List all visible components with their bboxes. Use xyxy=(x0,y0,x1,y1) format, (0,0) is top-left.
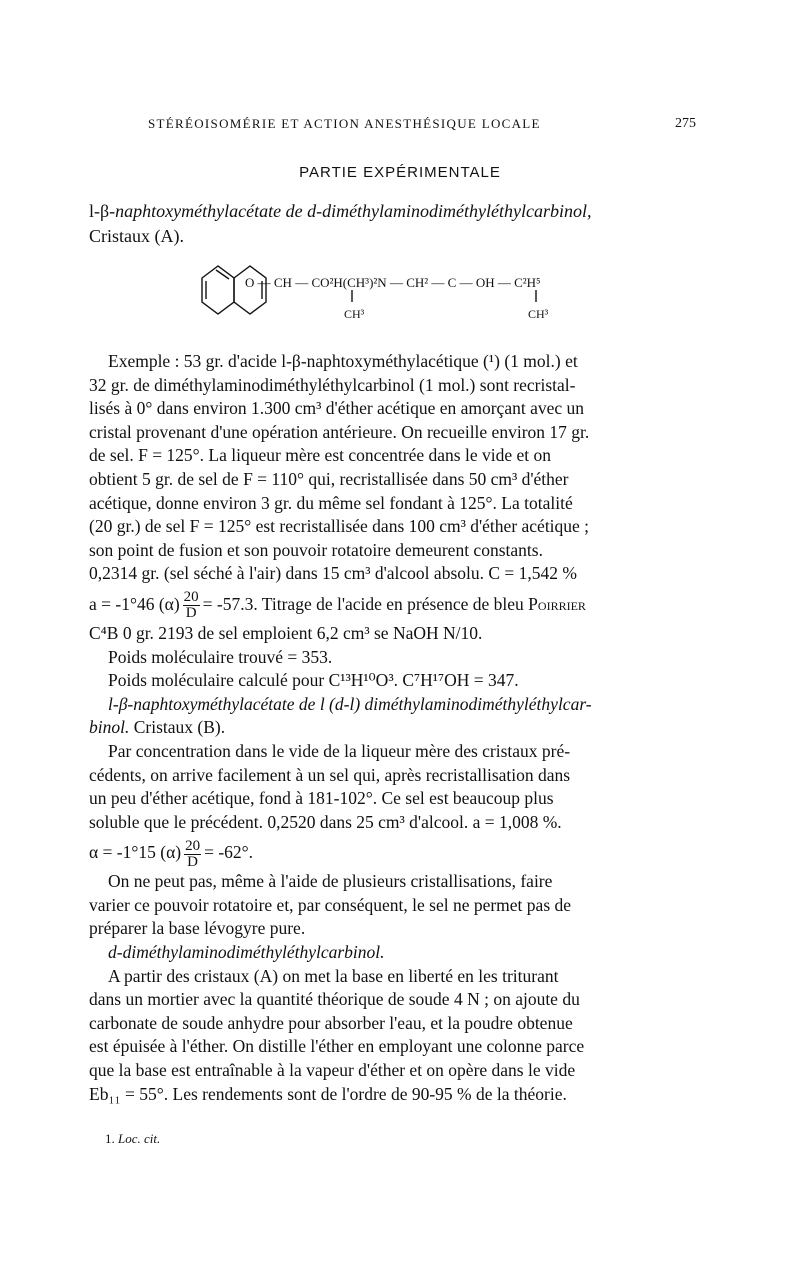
running-head xyxy=(0,116,800,136)
formula-methyl-right: CH³ xyxy=(528,307,549,321)
compound-a-crystals-label: Cristaux (A). xyxy=(89,226,184,246)
paragraph-line: son point de fusion et son pouvoir rotatoire demeurent constants. xyxy=(89,539,543,560)
specific-rotation-fraction xyxy=(183,590,200,621)
section-heading: PARTIE EXPÉRIMENTALE xyxy=(299,164,501,181)
paragraph-line: 0,2314 gr. (sel séché à l'air) dans 15 cm³ d'alcool absolu. C = 1,542 % xyxy=(89,563,577,584)
compound-b-title-end: binol. xyxy=(89,717,130,738)
paragraph-line: acétique, donne environ 3 gr. du même sel fondant à 125°. La totalité xyxy=(89,492,573,513)
paragraph-line: 32 gr. de diméthylaminodiméthyléthylcarbinol (1 mol.) sont recristal- xyxy=(89,374,576,395)
page-number: 275 xyxy=(675,116,696,131)
rotation-line xyxy=(89,586,709,622)
paragraph-line: obtient 5 gr. de sel de F = 110° qui, recristallisée dans 50 cm³ d'éther xyxy=(89,468,569,489)
rotation-result: = -62°. xyxy=(204,842,254,863)
paragraph-line: varier ce pouvoir rotatoire et, par conséquent, le sel ne permet pas de xyxy=(89,894,572,915)
compound-a-title-lead: l-β- xyxy=(89,201,116,221)
rotation-line xyxy=(89,834,709,870)
paragraph-line: soluble que le précédent. 0,2520 dans 25 cm³ d'alcool. a = 1,008 %. xyxy=(89,811,562,832)
paragraph-line: Par concentration dans le vide de la liqueur mère des cristaux pré- xyxy=(108,740,571,761)
footnote-text: Loc. cit. xyxy=(118,1131,161,1146)
rotation-value: a = -1°46 (α) xyxy=(89,593,180,614)
paragraph-line: est épuisée à l'éther. On distille l'éther en employant une colonne parce xyxy=(89,1036,585,1057)
footnote xyxy=(105,1131,160,1147)
paragraph-line: C⁴B 0 gr. 2193 de sel emploient 6,2 cm³ se NaOH N/10. xyxy=(89,622,483,643)
structural-formula xyxy=(182,258,682,358)
compound-a-title xyxy=(89,201,592,222)
paragraph-line: Poids moléculaire trouvé = 353. xyxy=(108,646,333,667)
compound-b-title-cont xyxy=(89,716,709,740)
paragraph-line: cédents, on arrive facilement à un sel qui, après recristallisation dans xyxy=(89,764,571,785)
paragraph-line: cristal provenant d'une opération antérieure. On recueille environ 17 gr. xyxy=(89,421,590,442)
compound-d-title-text: d-diméthylaminodiméthyléthylcarbinol. xyxy=(108,942,385,963)
compound-d-title xyxy=(89,941,709,965)
paragraph-line: On ne peut pas, même à l'aide de plusieurs cristallisations, faire xyxy=(108,871,553,892)
compound-b-crystals-label: Cristaux (B). xyxy=(133,717,226,738)
body-text xyxy=(89,350,709,1106)
fraction-bottom: D xyxy=(185,605,197,622)
naphthalene-ring-icon xyxy=(182,258,682,358)
compound-a-title-name: naphtoxyméthylacétate de d-diméthylaminodiméthyléthylcarbinol, xyxy=(115,201,592,221)
paragraph-line: un peu d'éther acétique, fond à 181-102°. Ce sel est beaucoup plus xyxy=(89,788,554,809)
paragraph-line: lisés à 0° dans environ 1.300 cm³ d'éther acétique en amorçant avec un xyxy=(89,398,585,419)
paragraph-line: (20 gr.) de sel F = 125° est recristallisée dans 100 cm³ d'éther acétique ; xyxy=(89,516,590,537)
formula-methyl-left: CH³ xyxy=(344,307,365,321)
paragraph-line: Eb₁₁ = 55°. Les rendements sont de l'ordre de 90-95 % de la théorie. xyxy=(89,1083,567,1104)
paragraph-line: de sel. F = 125°. La liqueur mère est concentrée dans le vide et on xyxy=(89,445,551,466)
formula-main-chain: O — CH — CO²H(CH³)²N — CH² — C — OH — C²H⁵ xyxy=(245,275,541,290)
rotation-result: = -57.3. Titrage de l'acide en présence de bleu xyxy=(202,593,524,614)
paragraph-line: A partir des cristaux (A) on met la base en liberté en les triturant xyxy=(108,965,559,986)
specific-rotation-fraction xyxy=(184,839,201,870)
running-title: STÉRÉOISOMÉRIE ET ACTION ANESTHÉSIQUE LOCALE xyxy=(148,116,541,131)
paragraph-line: carbonate de soude anhydre pour absorber l'eau, et la poudre obtenue xyxy=(89,1012,573,1033)
paragraph-line: Exemple : 53 gr. d'acide l-β-naphtoxyméthylacétique (¹) (1 mol.) et xyxy=(108,351,578,371)
paragraph-line: que la base est entraînable à la vapeur d'éther et on opère dans le vide xyxy=(89,1060,576,1081)
paragraph-line: Poids moléculaire calculé pour C¹³H¹⁰O³. C⁷H¹⁷OH = 347. xyxy=(108,670,519,691)
rotation-value: α = -1°15 (α) xyxy=(89,842,182,863)
fraction-top: 20 xyxy=(185,837,201,854)
compound-b-title xyxy=(89,693,709,717)
compound-b-title-line: l-β-naphtoxyméthylacétate de l (d-l) diméthylaminodiméthyléthylcar- xyxy=(108,693,592,714)
indicator-name: Poirrier xyxy=(528,593,586,614)
fraction-bottom: D xyxy=(187,853,198,870)
footnote-number: 1. xyxy=(105,1131,115,1146)
paragraph-line: dans un mortier avec la quantité théorique de soude 4 N ; on ajoute du xyxy=(89,989,580,1010)
paragraph-line: préparer la base lévogyre pure. xyxy=(89,918,306,939)
fraction-top: 20 xyxy=(183,589,199,606)
